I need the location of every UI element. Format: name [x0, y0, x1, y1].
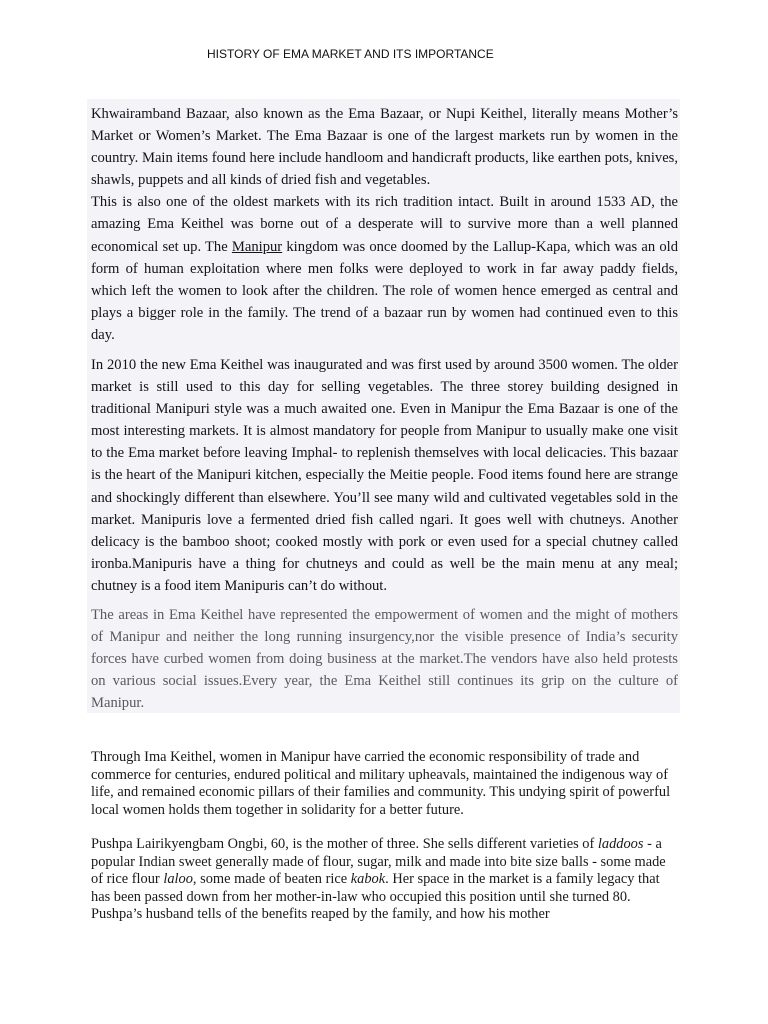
paragraph-oldest-market-text-b: kingdom was once doomed by the Lallup-Kapa, which was an old form of human exploitation where men folks were deployed to work in far away paddy fields, which left the women to look after the children. The role of women hence emerged as central and plays a bigger role in the family. The trend of a bazaar run by women had continued even to this day.: [91, 238, 679, 343]
paragraph-group-history: [91, 103, 678, 346]
paragraph-pushpa-text-d: . Her space in the market is a family legacy that has been passed down from her mother-in-law who occupied this position until she turned 80. Pushpa’s husband tells of the benefits reaped by the family, and how his mother: [91, 871, 660, 923]
paragraph-economic-responsibility: Through Ima Keithel, women in Manipur have carried the economic responsibility of trade and commerce for centuries, endured political and military upheavals, maintained the indigenous way of life, and remained economic pillars of their families and community. This undying spirit of powerful local women holds them together in solidarity for a better future.: [91, 749, 671, 818]
paragraph-pushpa: [91, 836, 676, 924]
paragraph-empowerment: [91, 604, 678, 714]
paragraph-oldest-market-text-a: This is also one of the oldest markets with its rich tradition intact. Built in around 1533 AD, the amazing Ema Keithel was borne out of a desperate will to survive more than a well planned economical set up. The: [91, 194, 678, 255]
paragraph-pushpa-text-b: - a popular Indian sweet generally made of flour, sugar, milk and made into bite size balls - some made of rice flour: [91, 836, 666, 888]
paragraph-pushpa-text-a: Pushpa Lairikyengbam Ongbi, 60, is the mother of three. She sells different varieties of: [91, 836, 598, 852]
paragraph-pushpa-text-c: , some made of beaten rice: [192, 871, 351, 888]
paragraph-oldest-market: [91, 191, 678, 346]
paragraph-empowerment-text: The areas in Ema Keithel have represented the empowerment of women and the might of mothers of Manipur and neither the long running insurgency,nor the visible presence of India’s security forces have curbed women from doing business at the market.The vendors have also held protests on various social issues.Every year, the Ema Keithel still continues its grip on the culture of Manipur.: [91, 607, 678, 712]
term-laloo: laloo: [163, 871, 193, 888]
paragraph-new-keithel: [91, 354, 678, 597]
term-kabok: kabok: [350, 871, 386, 888]
document-title: HISTORY OF EMA MARKET AND ITS IMPORTANCE: [207, 47, 494, 61]
term-laddoos: laddoos: [597, 836, 644, 852]
paragraph-ema-bazaar-intro: Khwairamband Bazaar, also known as the Ema Bazaar, or Nupi Keithel, literally means Mother’s Market or Women’s Market. The Ema Bazaar is one of the largest markets run by women in the country. Main items found here include handloom and handicraft products, like earthen pots, knives, shawls, puppets and all kinds of dried fish and vegetables.: [91, 106, 678, 189]
manipur-link[interactable]: Manipur: [231, 238, 283, 255]
paragraph-new-keithel-text: In 2010 the new Ema Keithel was inaugurated and was first used by around 3500 women. The older market is still used to this day for selling vegetables. The three storey building designed in traditional Manipuri style was a much awaited one. Even in Manipur the Ema Bazaar is one of the most interesting markets. It is almost mandatory for people from Manipur to usually make one visit to the Ema market before leaving Imphal- to replenish themselves with local delicacies. This bazaar is the heart of the Manipuri kitchen, especially the Meitie people. Food items found here are strange and shockingly different than elsewhere. You’ll see many wild and cultivated vegetables sold in the market. Manipuris love a fermented dried fish called ngari. It goes well with chutneys. Another delicacy is the bamboo shoot; cooked mostly with pork or even used for a special chutney called ironba.Manipuris have a thing for chutneys and could as well be the main menu at any meal; chutney is a food item Manipuris can’t do without.: [91, 357, 678, 594]
